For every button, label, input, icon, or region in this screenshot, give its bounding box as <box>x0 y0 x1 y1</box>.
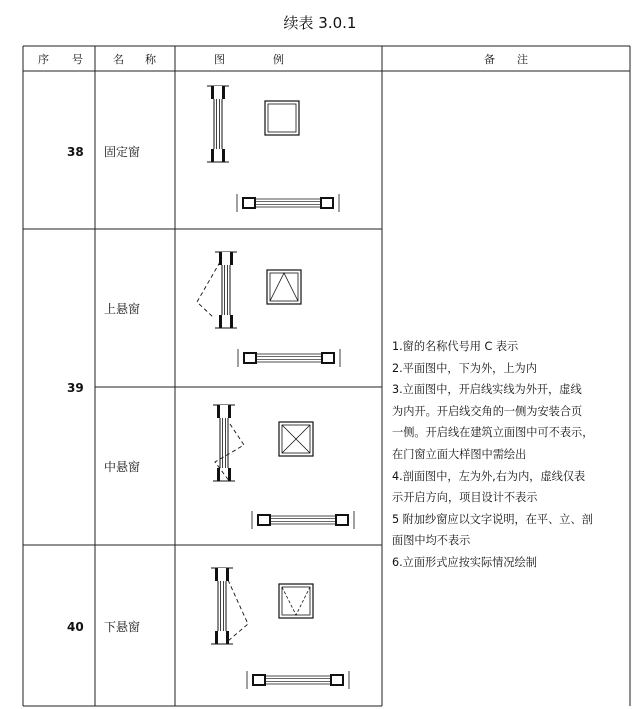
top-hung-elevation-icon <box>267 270 301 304</box>
note-line: 一侧。开启线在建筑立面图中可不表示， <box>392 426 594 440</box>
header-legend-2: 例 <box>273 53 284 66</box>
center-pivot-plan-icon <box>252 511 354 529</box>
row-40-number: 40 <box>67 620 84 634</box>
fixed-window-section-icon <box>207 86 229 162</box>
row-38-name: 固定窗 <box>104 145 141 159</box>
header-name-1: 名 <box>113 53 124 66</box>
top-hung-section-icon <box>197 252 237 328</box>
header-seq-1: 序 <box>38 53 49 66</box>
note-line: 面图中均不表示 <box>392 534 471 548</box>
header-remark-2: 注 <box>517 53 528 66</box>
center-pivot-elevation-icon <box>279 422 313 456</box>
bottom-hung-plan-icon <box>247 671 349 689</box>
note-line: 4.剖面图中，左为外,右为内，虚线仅表 <box>392 469 586 483</box>
top-hung-plan-icon <box>238 349 340 367</box>
header-legend-1: 图 <box>214 53 225 66</box>
fixed-window-plan-icon <box>237 194 339 212</box>
header-seq-2: 号 <box>72 53 83 66</box>
note-line: 1.窗的名称代号用 C 表示 <box>392 340 519 353</box>
row-38-number: 38 <box>67 145 84 159</box>
bottom-hung-section-icon <box>211 568 248 644</box>
row-39a-name: 上悬窗 <box>104 302 141 316</box>
bottom-hung-elevation-icon <box>279 584 313 618</box>
note-line: 2.平面图中，下为外，上为内 <box>392 361 537 375</box>
header-remark-1: 备 <box>484 53 495 66</box>
row-40-name: 下悬窗 <box>104 620 141 634</box>
note-line: 示开启方向，项目设计不表示 <box>392 491 538 505</box>
note-line: 5 附加纱窗应以文字说明，在平、立、剖 <box>392 512 593 526</box>
remarks-notes <box>392 336 632 574</box>
row-39b-name: 中悬窗 <box>104 460 141 474</box>
note-line: 为内开。开启线交角的一侧为安装合页 <box>392 404 583 418</box>
center-pivot-section-icon <box>213 405 244 482</box>
note-line: 在门窗立面大样图中需绘出 <box>392 447 527 461</box>
header-name-2: 称 <box>145 53 156 66</box>
fixed-window-elevation-icon <box>265 101 299 135</box>
note-line: 6.立面形式应按实际情况绘制 <box>392 555 537 569</box>
note-line: 3.立面图中，开启线实线为外开，虚线 <box>392 383 582 397</box>
table-title: 续表 3.0.1 <box>283 14 357 32</box>
row-39-number: 39 <box>67 381 84 395</box>
